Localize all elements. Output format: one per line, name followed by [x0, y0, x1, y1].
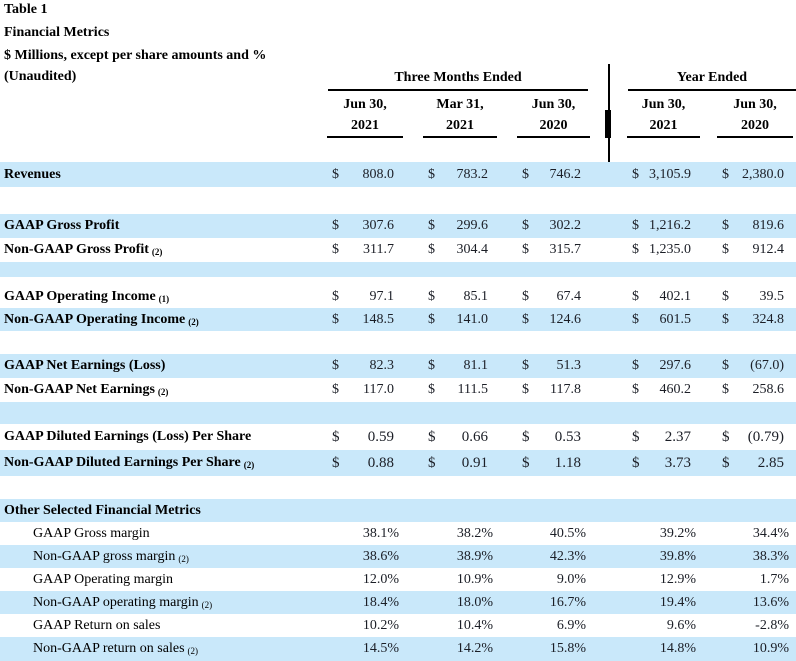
footnote-ref: (2): [157, 387, 169, 397]
percent-cell: 19.4%: [659, 594, 696, 610]
money-cell: [717, 358, 793, 374]
percent-cell: 9.0%: [556, 571, 586, 587]
dollar-sign: $: [522, 218, 529, 233]
money-cell: [327, 382, 403, 398]
table-row: [0, 308, 796, 331]
dollar-sign: $: [332, 311, 339, 327]
percent-cell: 13.6%: [752, 594, 789, 610]
table-row: [0, 522, 796, 545]
table-title: Financial Metrics: [4, 25, 110, 40]
table-row: [0, 450, 796, 476]
money-cell: [327, 455, 403, 472]
money-cell: [423, 218, 497, 234]
table-row: [0, 637, 796, 661]
dollar-sign: $: [632, 454, 640, 471]
row-label: GAAP Return on sales: [33, 617, 161, 633]
date-line: Jun 30,: [733, 97, 777, 112]
date-col-header: [517, 94, 590, 138]
percent-cell: -2.8%: [755, 617, 789, 633]
dollar-sign: $: [722, 358, 729, 373]
dollar-sign: $: [522, 428, 530, 445]
year-line: 2021: [446, 118, 474, 133]
dollar-sign: $: [428, 428, 436, 445]
dollar-sign: $: [332, 382, 339, 397]
table-row: [0, 238, 796, 262]
money-cell: [517, 358, 590, 374]
money-cell: [517, 242, 590, 258]
cell-value: 460.2: [659, 382, 691, 397]
money-cell: [717, 312, 793, 328]
dollar-sign: $: [332, 242, 339, 257]
spacer-row: [0, 476, 796, 499]
dollar-sign: $: [722, 242, 729, 257]
percent-cell: 38.1%: [362, 525, 399, 541]
dollar-sign: $: [522, 382, 529, 397]
row-label: GAAP Gross Profit: [4, 218, 120, 233]
row-label: Non-GAAP Diluted Earnings Per Share (2): [4, 455, 255, 470]
cell-value: 2.85: [757, 454, 784, 471]
cell-value: 315.7: [549, 242, 581, 257]
year-line: 2021: [649, 118, 678, 133]
table-body: [0, 162, 796, 661]
money-cell: [327, 429, 403, 446]
cell-value: 2,380.0: [742, 166, 784, 182]
cell-value: 81.1: [463, 358, 488, 373]
table-row: [0, 545, 796, 568]
table-number-title: Table 1: [4, 2, 48, 17]
cell-value: 117.8: [550, 382, 581, 397]
cell-value: 1,235.0: [649, 242, 691, 257]
money-cell: [517, 312, 590, 328]
money-cell: [717, 289, 793, 305]
dollar-sign: $: [428, 242, 435, 257]
spacer-row: [0, 331, 796, 354]
percent-cell: 14.8%: [659, 641, 696, 656]
money-cell: [327, 167, 403, 183]
cell-value: 39.5: [759, 288, 784, 304]
dollar-sign: $: [632, 358, 639, 373]
footnote-ref: (2): [201, 599, 213, 610]
money-cell: [517, 289, 590, 305]
cell-value: 0.59: [367, 428, 394, 445]
dollar-sign: $: [522, 242, 529, 257]
dollar-sign: $: [428, 454, 436, 471]
cell-value: 302.2: [549, 218, 581, 233]
dollar-sign: $: [332, 454, 340, 471]
money-cell: [717, 455, 793, 472]
money-cell: [627, 358, 700, 374]
year-line: 2021: [351, 118, 379, 133]
footnote-ref: (2): [178, 553, 189, 564]
footnote-ref: (2): [243, 460, 255, 470]
cell-value: 3,105.9: [649, 166, 691, 182]
cell-value: 0.91: [461, 454, 488, 471]
table-row: [0, 499, 796, 522]
row-label: GAAP Diluted Earnings (Loss) Per Share: [4, 429, 252, 444]
cell-value: 783.2: [456, 166, 488, 182]
percent-cell: 38.2%: [456, 525, 493, 541]
cell-value: 304.4: [456, 242, 488, 257]
money-cell: [423, 242, 497, 258]
cell-value: 746.2: [549, 166, 581, 182]
money-cell: [423, 429, 497, 446]
row-label: Non-GAAP gross margin (2): [33, 548, 189, 564]
money-cell: [327, 312, 403, 328]
money-cell: [327, 218, 403, 234]
money-cell: [517, 382, 590, 398]
dollar-sign: $: [428, 358, 435, 373]
row-label: Other Selected Financial Metrics: [4, 502, 201, 518]
table-row: [0, 568, 796, 591]
percent-cell: 10.2%: [362, 617, 399, 633]
money-cell: [517, 455, 590, 472]
date-line: Jun 30,: [343, 97, 387, 112]
percent-cell: 18.4%: [362, 594, 399, 610]
dollar-sign: $: [632, 288, 639, 304]
dollar-sign: $: [332, 218, 339, 233]
table-row: [0, 591, 796, 614]
money-cell: [627, 312, 700, 328]
dollar-sign: $: [332, 358, 339, 373]
date-col-header: [627, 94, 700, 138]
dollar-sign: $: [722, 382, 729, 397]
money-cell: [423, 167, 497, 183]
cell-value: 1.18: [554, 454, 581, 471]
row-label: GAAP Operating Income (1): [4, 288, 170, 304]
dollar-sign: $: [522, 454, 530, 471]
spacer-row: [0, 262, 796, 277]
cell-value: 0.66: [461, 428, 488, 445]
footnote-ref: (2): [187, 646, 199, 656]
footnote-ref: (2): [188, 316, 199, 327]
money-cell: [327, 358, 403, 374]
money-cell: [423, 289, 497, 305]
table-row: [0, 354, 796, 378]
dollar-sign: $: [428, 382, 435, 397]
dollar-sign: $: [428, 218, 435, 233]
dollar-sign: $: [332, 288, 339, 304]
money-cell: [627, 429, 700, 446]
money-cell: [327, 289, 403, 305]
dollar-sign: $: [722, 311, 729, 327]
money-cell: [627, 218, 700, 234]
cell-value: 402.1: [659, 288, 691, 304]
cell-value: 324.8: [752, 311, 784, 327]
money-cell: [627, 242, 700, 258]
percent-cell: 15.8%: [549, 641, 586, 656]
spacer-row: [0, 187, 796, 214]
dollar-sign: $: [632, 166, 639, 182]
money-cell: [423, 455, 497, 472]
column-group-year-ended: Year Ended: [628, 68, 796, 91]
percent-cell: 18.0%: [456, 594, 493, 610]
dollar-sign: $: [722, 428, 730, 445]
units-note: $ Millions, except per share amounts and %: [4, 48, 267, 63]
money-cell: [717, 167, 793, 183]
date-col-header: [423, 94, 497, 138]
cell-value: 111.5: [457, 382, 488, 397]
money-cell: [717, 382, 793, 398]
cell-value: 819.6: [752, 218, 784, 233]
column-group-three-months-ended: Three Months Ended: [328, 68, 588, 91]
row-label: GAAP Net Earnings (Loss): [4, 358, 166, 373]
table-row: [0, 214, 796, 238]
dollar-sign: $: [522, 358, 529, 373]
money-cell: [627, 382, 700, 398]
unaudited-note: (Unaudited): [4, 69, 77, 84]
dollar-sign: $: [332, 166, 339, 182]
row-label: Non-GAAP operating margin (2): [33, 594, 213, 610]
footnote-ref: (2): [151, 247, 163, 257]
money-cell: [517, 167, 590, 183]
cell-value: 808.0: [362, 166, 394, 182]
money-cell: [627, 167, 700, 183]
percent-cell: 10.9%: [456, 571, 493, 587]
dollar-sign: $: [522, 288, 529, 304]
vertical-divider-thick-segment: [605, 110, 611, 138]
dollar-sign: $: [428, 311, 435, 327]
spacer-row: [0, 277, 796, 285]
percent-cell: 16.7%: [549, 594, 586, 610]
money-cell: [423, 312, 497, 328]
dollar-sign: $: [522, 311, 529, 327]
cell-value: 117.0: [363, 382, 394, 397]
percent-cell: 12.0%: [362, 571, 399, 587]
cell-value: 299.6: [456, 218, 488, 233]
percent-cell: 34.4%: [752, 525, 789, 541]
dollar-sign: $: [428, 166, 435, 182]
percent-cell: 10.4%: [456, 617, 493, 633]
percent-cell: 9.6%: [666, 617, 696, 633]
year-line: 2020: [741, 118, 769, 133]
money-cell: [423, 382, 497, 398]
dollar-sign: $: [632, 382, 639, 397]
cell-value: 307.6: [362, 218, 394, 233]
money-cell: [517, 429, 590, 446]
money-cell: [717, 218, 793, 234]
dollar-sign: $: [632, 428, 640, 445]
cell-value: 0.53: [554, 428, 581, 445]
money-cell: [627, 455, 700, 472]
percent-cell: 39.8%: [659, 548, 696, 564]
percent-cell: 12.9%: [659, 571, 696, 587]
table-row: [0, 378, 796, 402]
money-cell: [717, 242, 793, 258]
date-line: Jun 30,: [641, 97, 686, 112]
dollar-sign: $: [632, 218, 639, 233]
cell-value: 67.4: [556, 288, 581, 304]
spacer-row: [0, 402, 796, 424]
cell-value: 912.4: [752, 242, 784, 257]
table-row: [0, 424, 796, 450]
percent-cell: 38.3%: [752, 548, 789, 564]
cell-value: 2.37: [664, 428, 691, 445]
dollar-sign: $: [428, 288, 435, 304]
row-label: Non-GAAP Operating Income (2): [4, 311, 199, 327]
percent-cell: 6.9%: [556, 617, 586, 633]
table-row: [0, 162, 796, 187]
percent-cell: 39.2%: [659, 525, 696, 541]
cell-value: 1,216.2: [649, 218, 691, 233]
dollar-sign: $: [722, 218, 729, 233]
footnote-ref: (1): [158, 293, 170, 304]
cell-value: 82.3: [369, 358, 394, 373]
date-col-header: [327, 94, 403, 138]
row-label: Non-GAAP return on sales (2): [33, 641, 199, 656]
money-cell: [423, 358, 497, 374]
percent-cell: 42.3%: [549, 548, 586, 564]
table-row: [0, 614, 796, 637]
dollar-sign: $: [722, 454, 730, 471]
cell-value: 124.6: [549, 311, 581, 327]
cell-value: 601.5: [659, 311, 691, 327]
row-label: GAAP Gross margin: [33, 525, 150, 541]
cell-value: 311.7: [363, 242, 394, 257]
money-cell: [517, 218, 590, 234]
row-label: Revenues: [4, 166, 61, 182]
cell-value: 141.0: [456, 311, 488, 327]
money-cell: [717, 429, 793, 446]
dollar-sign: $: [632, 311, 639, 327]
percent-cell: 14.5%: [362, 641, 399, 656]
cell-value: 97.1: [369, 288, 394, 304]
date-line: Mar 31,: [436, 97, 484, 112]
dollar-sign: $: [722, 166, 729, 182]
row-label: GAAP Operating margin: [33, 571, 173, 587]
cell-value: 3.73: [664, 454, 691, 471]
year-line: 2020: [539, 118, 568, 133]
dollar-sign: $: [522, 166, 529, 182]
percent-cell: 38.6%: [362, 548, 399, 564]
dollar-sign: $: [722, 288, 729, 304]
row-label: Non-GAAP Net Earnings (2): [4, 382, 169, 397]
cell-value: 148.5: [362, 311, 394, 327]
cell-value: 297.6: [659, 358, 691, 373]
cell-value: (0.79): [747, 428, 784, 445]
cell-value: 258.6: [752, 382, 784, 397]
table-row: [0, 285, 796, 308]
money-cell: [327, 242, 403, 258]
cell-value: 51.3: [556, 358, 581, 373]
percent-cell: 10.9%: [752, 641, 789, 656]
row-label: Non-GAAP Gross Profit (2): [4, 242, 163, 257]
dollar-sign: $: [632, 242, 639, 257]
date-col-header: [717, 94, 793, 138]
cell-value: 0.88: [367, 454, 394, 471]
percent-cell: 38.9%: [456, 548, 493, 564]
percent-cell: 14.2%: [456, 641, 493, 656]
date-line: Jun 30,: [531, 97, 576, 112]
percent-cell: 40.5%: [549, 525, 586, 541]
cell-value: (67.0): [750, 358, 784, 373]
cell-value: 85.1: [463, 288, 488, 304]
dollar-sign: $: [332, 428, 340, 445]
money-cell: [627, 289, 700, 305]
percent-cell: 1.7%: [759, 571, 789, 587]
